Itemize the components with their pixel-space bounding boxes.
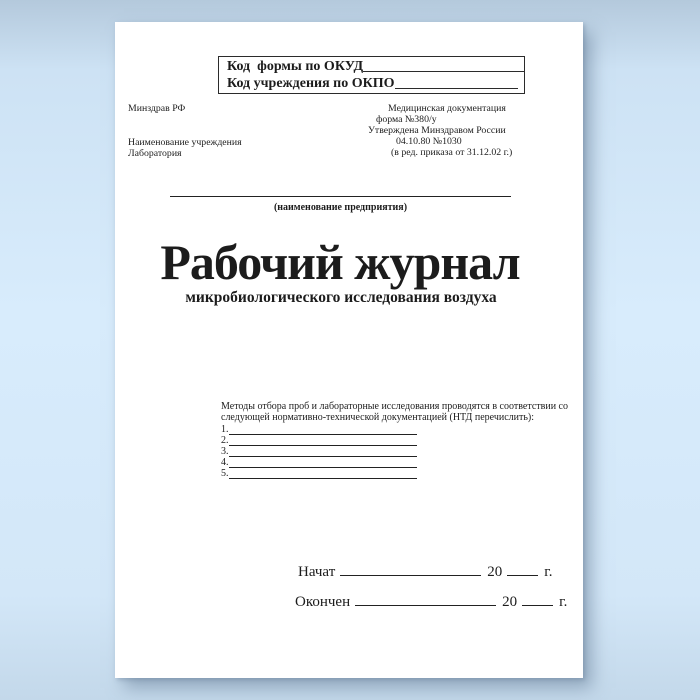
finished-date-blank-line (355, 605, 496, 606)
form-number-line: форма №380/у (376, 114, 437, 125)
finished-date-row (295, 593, 567, 611)
methods-line-5-blank (229, 469, 418, 479)
edition-note-line: (в ред. приказа от 31.12.02 г.) (391, 147, 513, 158)
okpo-code-row (227, 75, 524, 92)
methods-line-1 (221, 425, 417, 436)
approval-date-line: 04.10.80 №1030 (396, 136, 462, 147)
journal-cover-page (115, 22, 583, 678)
journal-title: Рабочий журнал (160, 234, 520, 290)
started-date-blank-line (340, 575, 481, 576)
methods-line-4 (221, 458, 417, 469)
started-year-suffix: г. (544, 564, 553, 580)
started-year-blank-line (507, 575, 538, 576)
started-label: Начат (298, 564, 336, 580)
methods-line-1-blank (229, 425, 418, 435)
methods-intro (221, 401, 568, 423)
methods-line-5-number: 5. (221, 467, 229, 479)
finished-year-blank-line (522, 605, 553, 606)
finished-year-suffix: г. (559, 594, 568, 610)
methods-line-5 (221, 469, 417, 480)
journal-subtitle: микробиологического исследования воздуха (185, 289, 497, 306)
methods-line-4-number: 4. (221, 457, 229, 469)
enterprise-name-caption: (наименование предприятия) (273, 202, 408, 213)
finished-year-prefix: 20 (502, 594, 518, 610)
okud-form-code-label: Код формы по ОКУД (227, 58, 364, 74)
methods-line-2-number: 2. (221, 435, 229, 447)
okud-form-code-blank-line (363, 58, 524, 72)
header-right-block (368, 103, 568, 158)
ministry-label: Минздрав РФ (128, 103, 186, 114)
doc-type-line: Медицинская документация (388, 103, 506, 114)
journal-dates-section (295, 563, 567, 623)
methods-line-3 (221, 447, 417, 458)
methods-line-2 (221, 436, 417, 447)
finished-label: Окончен (295, 594, 351, 610)
okpo-code-blank-line (395, 75, 518, 89)
methods-line-3-number: 3. (221, 446, 229, 458)
institution-name-label: Наименование учреждения (128, 136, 242, 148)
methods-section (221, 401, 568, 480)
header-left-block (128, 103, 242, 160)
okud-code-box (218, 56, 525, 94)
methods-intro-line1: Методы отбора проб и лабораторные исследования проводятся в соответствии со (221, 401, 568, 412)
started-year-prefix: 20 (487, 564, 503, 580)
okpo-code-label: Код учреждения по ОКПО (227, 75, 395, 91)
institution-block (128, 137, 242, 160)
started-date-row (295, 563, 567, 581)
methods-line-1-number: 1. (221, 424, 229, 436)
laboratory-label: Лаборатория (128, 148, 182, 159)
methods-line-2-blank (229, 436, 418, 446)
enterprise-name-blank-line (170, 196, 511, 197)
approval-line: Утверждена Минздравом России (368, 125, 506, 136)
okud-form-code-row (227, 58, 524, 75)
methods-intro-line2: следующей нормативно-технической документацией (НТД перечислить): (221, 412, 535, 424)
methods-numbered-lines (221, 425, 568, 479)
methods-line-3-blank (229, 447, 418, 457)
methods-line-4-blank (229, 458, 418, 468)
